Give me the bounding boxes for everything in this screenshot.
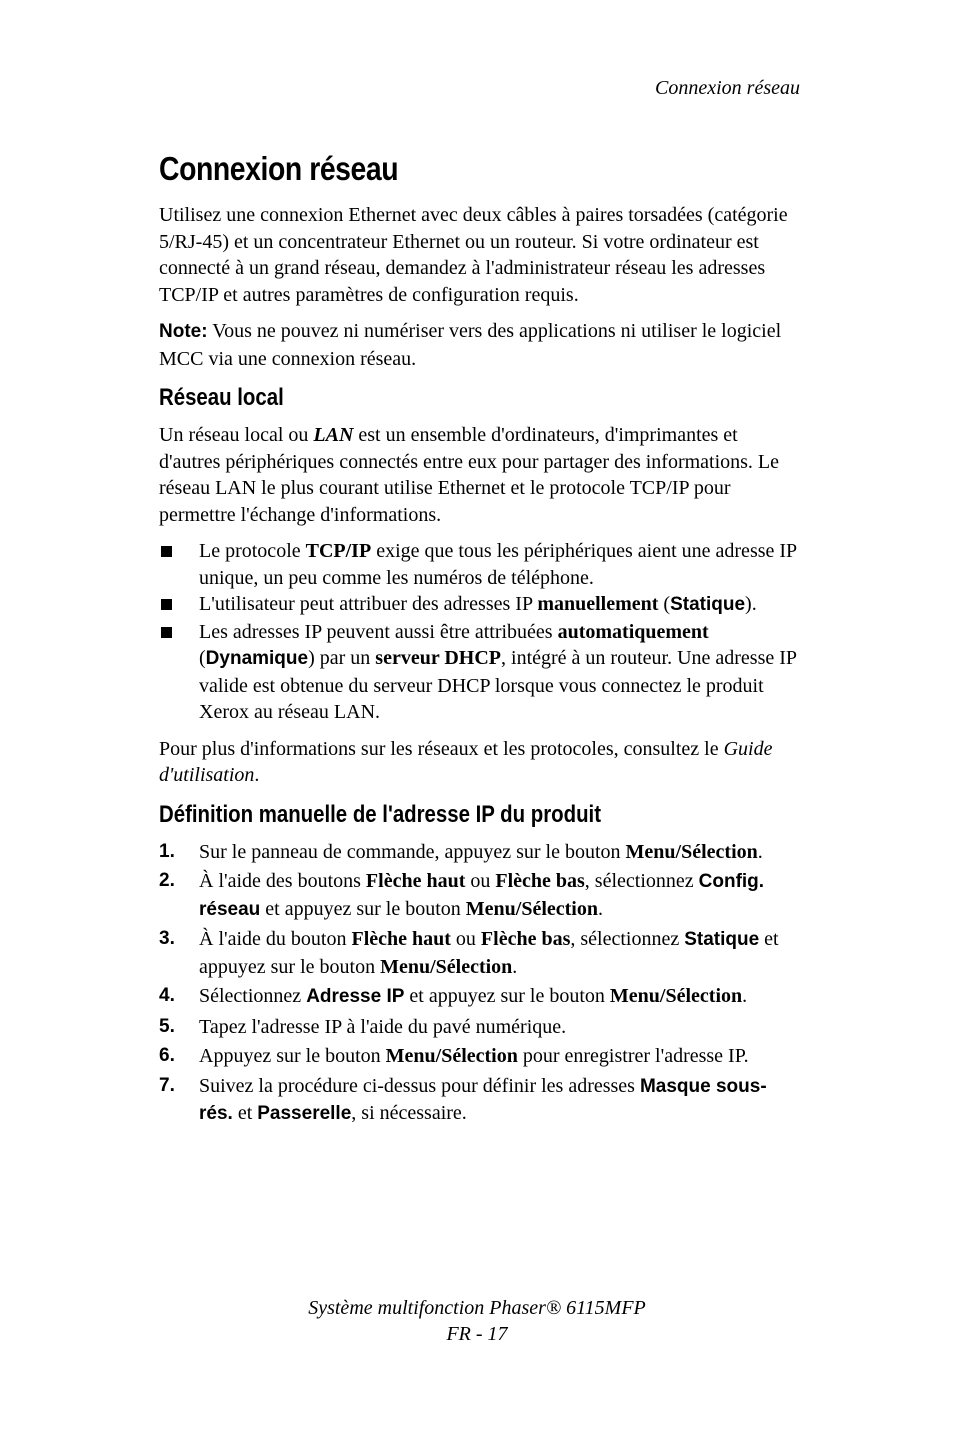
- bullet-bold: manuellement: [537, 593, 659, 615]
- step-item: [159, 926, 799, 980]
- lan-term: LAN: [313, 424, 354, 446]
- step-text: pour enregistrer l'adresse IP.: [517, 1045, 749, 1067]
- step-text: À l'aide du bouton: [199, 928, 352, 950]
- menu-option: Passerelle: [257, 1103, 352, 1124]
- lan-text-2: est un ensemble d'ordinateurs, d'imprimantes et d'autres périphériques connectés entre eux pour partager des informations. Le réseau LAN le plus courant utilise Ethernet et le protocole TCP/IP pour permettre l'échange d'informations.: [159, 424, 780, 526]
- guide-reference: Guide d'utilisation: [159, 737, 773, 786]
- square-bullet-icon: [161, 546, 172, 557]
- step-item: [159, 1073, 799, 1128]
- step-number: 1.: [159, 840, 175, 862]
- step-item: [159, 839, 799, 866]
- note-paragraph: [159, 318, 799, 372]
- button-name: Flèche bas: [480, 928, 571, 950]
- step-text: , sélectionnez: [570, 928, 685, 950]
- step-text: .: [512, 955, 518, 978]
- footer-page-number: FR - 17: [446, 1323, 508, 1345]
- square-bullet-icon: [161, 599, 172, 610]
- list-item: [159, 591, 799, 619]
- bullet-bold: automatiquement: [557, 620, 709, 643]
- note-label: Note:: [159, 321, 208, 342]
- step-text: .: [742, 985, 748, 1007]
- more-text: .: [254, 764, 260, 786]
- list-item: [159, 619, 799, 726]
- step-number: 3.: [159, 928, 175, 949]
- button-name: Flèche haut: [365, 870, 466, 892]
- step-text: Tapez l'adresse IP à l'aide du pavé numérique.: [199, 1015, 567, 1038]
- step-item: [159, 1014, 799, 1041]
- menu-option: Masque sous-rés.: [199, 1075, 767, 1124]
- bullet-text: (: [199, 647, 206, 669]
- step-text: , si nécessaire.: [351, 1102, 467, 1124]
- bullet-text: exige que tous les périphériques aient une adresse IP unique, un peu comme les numéros de téléphone.: [199, 540, 797, 589]
- button-name: Menu/Sélection: [465, 897, 598, 920]
- step-text: Sur le panneau de commande, appuyez sur le bouton: [199, 840, 626, 863]
- intro-paragraph: Utilisez une connexion Ethernet avec deux câbles à paires torsadées (catégorie 5/RJ-45) et un concentrateur Ethernet ou un routeur. Si votre ordinateur est connecté à un grand réseau, demandez à l'administrateur réseau les adresses TCP/IP et autres paramètres de configuration requis.: [159, 204, 788, 306]
- page-title: Connexion réseau: [159, 150, 399, 187]
- step-item: [159, 983, 799, 1011]
- page-footer: [0, 1295, 954, 1347]
- page-content: [159, 150, 799, 1138]
- step-text: et appuyez sur le bouton: [260, 897, 466, 920]
- step-text: Suivez la procédure ci-dessus pour définir les adresses: [199, 1074, 640, 1097]
- section-heading-lan: Réseau local: [159, 384, 284, 411]
- bullet-text: Les adresses IP peuvent aussi être attribuées: [199, 620, 558, 643]
- step-text: ou: [450, 928, 481, 950]
- step-text: et appuyez sur le bouton: [199, 928, 779, 978]
- bullet-text: Le protocole: [199, 540, 306, 562]
- bullet-ui-term: Statique: [670, 594, 746, 615]
- menu-option: Config. réseau: [199, 871, 765, 920]
- button-name: Menu/Sélection: [380, 955, 513, 978]
- section-heading-manual-ip: Définition manuelle de l'adresse IP du produit: [159, 800, 602, 828]
- button-name: Menu/Sélection: [385, 1045, 518, 1067]
- lan-paragraph: [159, 422, 799, 528]
- running-header: Connexion réseau: [655, 77, 800, 99]
- button-name: Flèche haut: [351, 928, 451, 950]
- bullet-text: , intégré à un routeur. Une adresse IP valide est obtenue du serveur DHCP lorsque vous connectez le produit Xerox au réseau LAN.: [199, 647, 797, 723]
- button-name: Flèche bas: [495, 870, 585, 892]
- menu-option: Adresse IP: [306, 986, 405, 1007]
- step-text: .: [757, 840, 763, 863]
- square-bullet-icon: [161, 627, 172, 638]
- footer-product: Système multifonction Phaser® 6115MFP: [308, 1297, 646, 1319]
- menu-option: Statique: [684, 929, 760, 950]
- step-text: ou: [465, 870, 496, 892]
- bullet-text: ) par un: [308, 647, 376, 669]
- step-number: 6.: [159, 1045, 175, 1066]
- bullet-text: L'utilisateur peut attribuer des adresses IP: [199, 593, 538, 615]
- steps-list: [159, 839, 799, 1128]
- step-text: et: [232, 1102, 258, 1124]
- note-text: Vous ne pouvez ni numériser vers des applications ni utiliser le logiciel MCC via une connexion réseau.: [159, 320, 782, 370]
- more-info-paragraph: [159, 736, 799, 789]
- step-text: À l'aide des boutons: [199, 870, 366, 892]
- lan-bullet-list: [159, 538, 799, 726]
- step-number: 7.: [159, 1074, 175, 1096]
- step-item: [159, 868, 799, 923]
- step-text: Appuyez sur le bouton: [199, 1045, 386, 1067]
- bullet-bold: TCP/IP: [305, 540, 372, 562]
- step-item: [159, 1043, 799, 1070]
- bullet-ui-term: Dynamique: [205, 648, 309, 669]
- step-text: , sélectionnez: [584, 870, 699, 892]
- step-text: Sélectionnez: [199, 985, 307, 1007]
- bullet-text: (: [658, 593, 671, 615]
- list-item: [159, 538, 799, 591]
- step-number: 4.: [159, 985, 175, 1006]
- step-number: 5.: [159, 1015, 175, 1037]
- bullet-bold: serveur DHCP: [375, 647, 502, 669]
- button-name: Menu/Sélection: [625, 840, 758, 863]
- more-text: Pour plus d'informations sur les réseaux et les protocoles, consultez le: [159, 737, 724, 760]
- lan-text-1: Un réseau local ou: [159, 424, 314, 446]
- step-text: et appuyez sur le bouton: [404, 985, 610, 1007]
- step-text: .: [598, 897, 603, 920]
- step-number: 2.: [159, 870, 175, 891]
- bullet-text: ).: [745, 593, 757, 615]
- button-name: Menu/Sélection: [609, 985, 743, 1007]
